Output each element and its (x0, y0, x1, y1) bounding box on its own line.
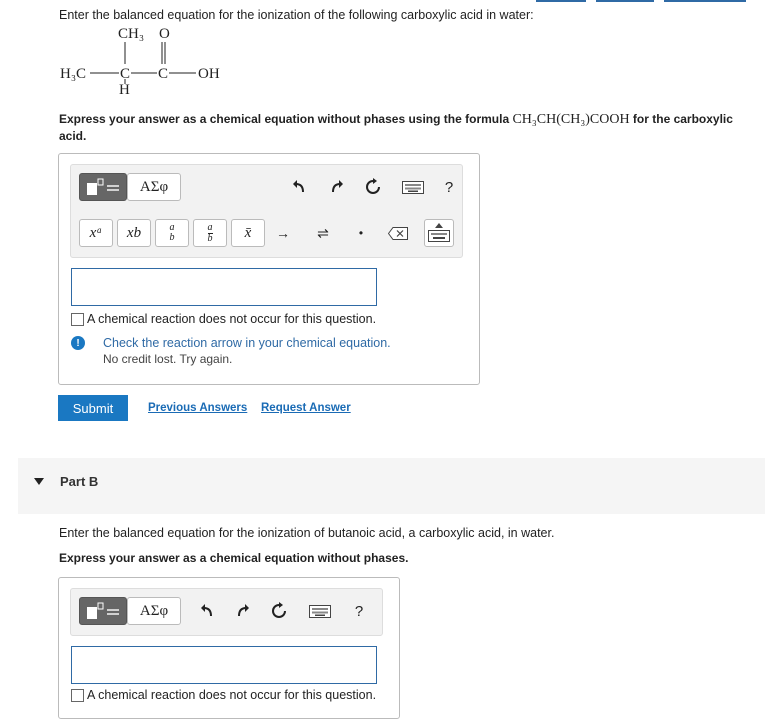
checkbox-square[interactable] (71, 689, 84, 702)
reaction-arrow-button[interactable] (271, 223, 295, 243)
equilibrium-arrow-button[interactable] (311, 223, 335, 243)
equation-toolbar (70, 164, 463, 258)
undo-icon[interactable] (289, 177, 309, 197)
reaction-arrow-label: → (276, 225, 290, 241)
reset-icon[interactable] (269, 601, 289, 621)
request-answer-link[interactable]: Request Answer (261, 402, 351, 414)
part-b-title: Part B (60, 474, 99, 489)
fraction-denominator: b (169, 232, 175, 243)
help-button[interactable] (441, 177, 457, 197)
show-keyboard-button[interactable] (424, 219, 454, 247)
molecule-left-group: H₃C (60, 66, 87, 82)
keyboard-icon[interactable] (402, 179, 424, 195)
stacked-fraction-denominator: b (207, 232, 213, 244)
top-tab-line (596, 0, 654, 2)
help-button[interactable] (351, 601, 367, 621)
reset-icon[interactable] (363, 177, 383, 197)
subscript-button[interactable] (117, 219, 151, 247)
keyboard-toggle-icon (428, 223, 450, 243)
redo-icon[interactable] (327, 177, 347, 197)
dot-label: • (358, 226, 364, 240)
warning-icon: ! (71, 336, 85, 350)
part-b-header[interactable] (18, 458, 765, 514)
no-reaction-checkbox[interactable] (71, 688, 376, 702)
part-a-instructions (59, 111, 749, 145)
undo-icon[interactable] (197, 601, 217, 621)
keyboard-icon[interactable] (309, 603, 331, 619)
dot-button[interactable] (351, 223, 371, 243)
greek-symbols-label: ΑΣφ (139, 178, 169, 195)
no-reaction-label: A chemical reaction does not occur for this question. (87, 312, 377, 326)
previous-answers-link[interactable]: Previous Answers (148, 402, 248, 414)
stacked-fraction-button[interactable] (193, 219, 227, 247)
submit-button[interactable] (58, 395, 128, 421)
greek-symbols-button[interactable] (127, 597, 181, 625)
no-reaction-checkbox[interactable] (71, 312, 376, 326)
superscript-label: xᵃ (89, 224, 103, 241)
instructions-text: Express your answer as a chemical equation without phases using the formula (59, 112, 513, 126)
no-reaction-label: A chemical reaction does not occur for this question. (87, 688, 377, 702)
backspace-icon[interactable] (386, 223, 410, 243)
part-b-toolbar (70, 588, 383, 636)
part-a-prompt: Enter the balanced equation for the ionization of the following carboxylic acid in water: (59, 8, 534, 22)
part-b-answer-panel (58, 577, 400, 719)
molecule-c2: C (158, 66, 169, 82)
templates-icon (83, 177, 123, 197)
subscript-label: xb (126, 224, 142, 241)
templates-button[interactable] (79, 597, 127, 625)
answer-input[interactable] (71, 268, 377, 306)
instructions-text-end: for the carboxylic acid. (59, 112, 733, 143)
molecule-o-top: O (159, 26, 170, 42)
answer-input[interactable] (71, 646, 377, 684)
checkbox-square[interactable] (71, 313, 84, 326)
greek-symbols-label: ΑΣφ (139, 602, 169, 619)
molecule-oh: OH (198, 66, 220, 82)
part-b-instructions: Express your answer as a chemical equation without phases. (59, 551, 409, 565)
redo-icon[interactable] (233, 601, 253, 621)
greek-symbols-button[interactable] (127, 173, 181, 201)
stacked-fraction-numerator: a (207, 221, 213, 233)
fraction-button[interactable] (155, 219, 189, 247)
vector-label: x̄ (244, 224, 252, 241)
feedback-subtext: No credit lost. Try again. (103, 352, 233, 366)
help-label: ? (354, 602, 364, 620)
molecule-structure (58, 22, 258, 102)
feedback-message: Check the reaction arrow in your chemical equation. (103, 336, 391, 350)
part-b-prompt: Enter the balanced equation for the ionization of butanoic acid, a carboxylic acid, in water. (59, 526, 555, 540)
vector-button[interactable] (231, 219, 265, 247)
collapse-triangle-icon[interactable] (34, 478, 44, 485)
molecule-h-bottom: H (119, 82, 130, 98)
help-label: ? (444, 178, 454, 196)
templates-icon (83, 601, 123, 621)
equilibrium-arrow-label: ⇌ (317, 224, 329, 241)
fraction-numerator: a (169, 222, 175, 233)
templates-button[interactable] (79, 173, 127, 201)
part-a-answer-panel (58, 153, 480, 385)
submit-label: Submit (72, 400, 114, 416)
instructions-formula: CH₃CH(CH₃)COOH (512, 112, 630, 127)
molecule-c1: C (120, 66, 131, 82)
molecule-ch3-top: CH₃ (118, 26, 145, 42)
top-tab-line (536, 0, 586, 2)
superscript-button[interactable] (79, 219, 113, 247)
top-tab-line (664, 0, 746, 2)
